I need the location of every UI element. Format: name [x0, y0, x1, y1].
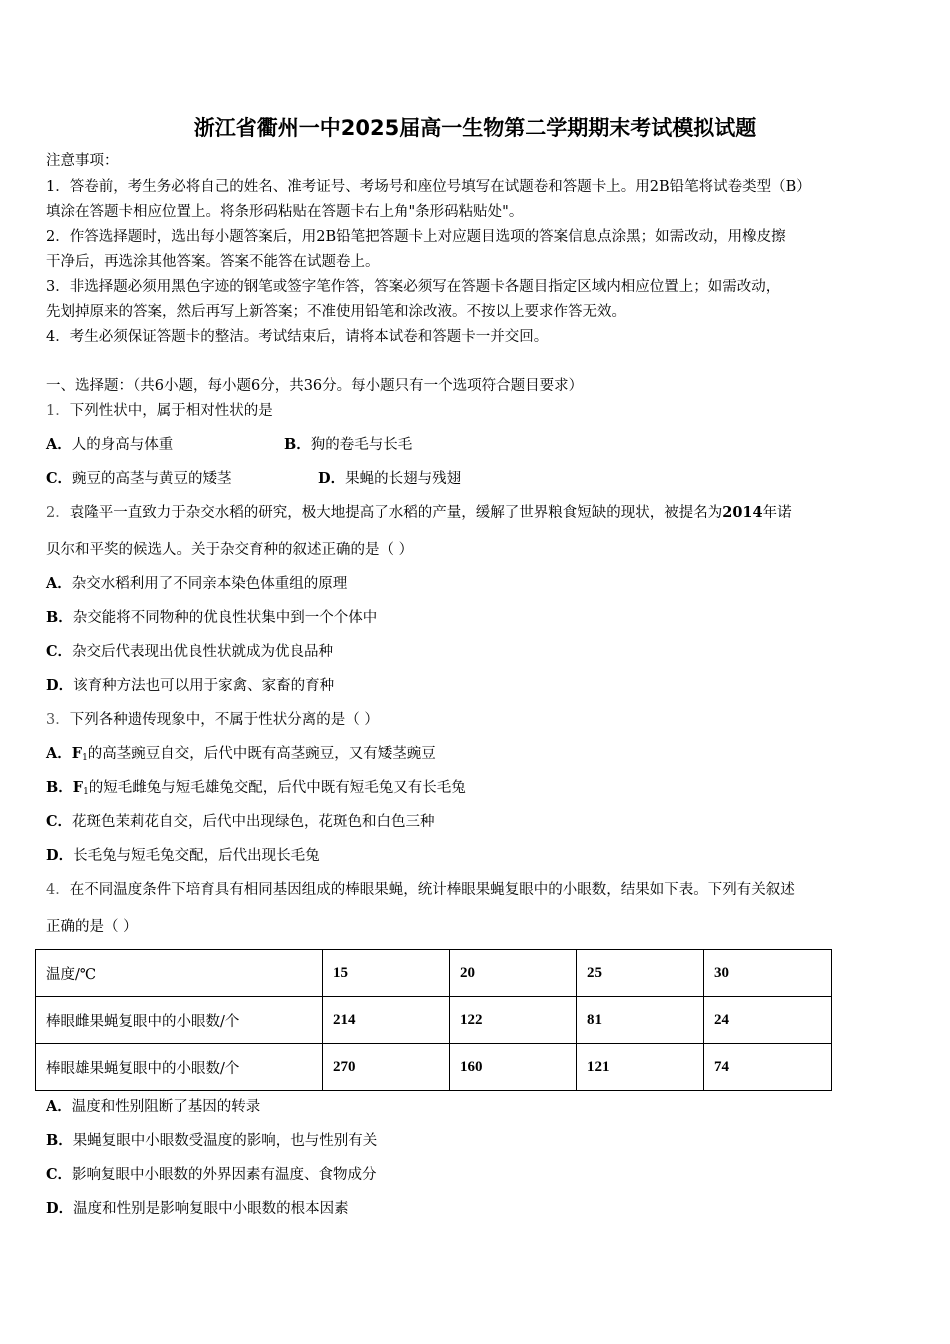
table-cell: 15 [323, 950, 450, 997]
page-title: 浙江省衢州一中2025届高一生物第二学期期末考试模拟试题 [193, 116, 757, 140]
option-label: C． [46, 813, 73, 830]
option-label: D． [46, 677, 74, 694]
question-text: 下列各种遗传现象中，不属于性状分离的是（ ） [69, 712, 379, 728]
option-text: 花斑色茉莉花自交，后代中出现绿色，花斑色和白色三种 [72, 814, 435, 830]
table-cell: 270 [323, 1044, 450, 1091]
question-text: 在不同温度条件下培育具有相同基因组成的棒眼果蝇，统计棒眼果蝇复眼中的小眼数，结果如下表。下列有关叙述 [69, 882, 795, 898]
option-label: B． [46, 779, 73, 796]
option-label: D． [46, 847, 74, 864]
table-cell: 160 [450, 1044, 577, 1091]
question-4-stem-cont: 正确的是（ ） [46, 919, 138, 935]
table-cell: 74 [704, 1044, 832, 1091]
table-cell: 20 [450, 950, 577, 997]
question-2-option-a [46, 574, 347, 594]
option-text: 杂交能将不同物种的优良性状集中到一个个体中 [72, 610, 378, 626]
question-text: 年诺 [762, 505, 792, 521]
section-heading: 一、选择题：（共6小题，每小题6分，共36分。每小题只有一个选项符合题目要求） [46, 378, 584, 394]
question-3-option-b [46, 778, 466, 802]
table-cell-label: 温度/℃ [36, 950, 323, 997]
question-2-option-c [46, 642, 333, 662]
notice-line: 3．非选择题必须用黑色字迹的钢笔或签字笔作答，答案必须写在答题卡各题目指定区域内相应位置上；如需改动， [46, 279, 781, 295]
table-row [36, 950, 832, 997]
question-1-stem [46, 401, 273, 421]
question-2-option-d [46, 676, 334, 696]
question-number: 1． [46, 403, 70, 419]
option-text: 杂交后代表现出优良性状就成为优良品种 [72, 644, 334, 660]
question-4-option-d [46, 1199, 349, 1219]
table-cell: 24 [704, 997, 832, 1044]
option-text: 长毛兔与短毛兔交配，后代出现长毛兔 [73, 848, 320, 864]
question-4-option-c [46, 1165, 377, 1185]
table-row [36, 1044, 832, 1091]
option-text: 豌豆的高茎与黄豆的矮茎 [72, 471, 232, 487]
table-cell: 81 [577, 997, 704, 1044]
option-label: A． [46, 745, 72, 762]
question-3-stem [46, 710, 379, 730]
table-row [36, 997, 832, 1044]
option-text: 狗的卷毛与长毛 [310, 437, 413, 453]
table-cell: 214 [323, 997, 450, 1044]
question-2-option-b [46, 608, 377, 628]
question-number: 4． [46, 882, 70, 898]
notice-line: 干净后，再选涂其他答案。答案不能答在试题卷上。 [46, 254, 380, 270]
table-cell: 30 [704, 950, 832, 997]
table-cell-label: 棒眼雌果蝇复眼中的小眼数/个 [36, 997, 323, 1044]
option-label: A． [46, 436, 72, 453]
question-4-stem [46, 880, 795, 900]
option-text: 人的身高与体重 [71, 437, 174, 453]
option-label: C． [46, 1166, 73, 1183]
year: 2014 [722, 504, 763, 521]
option-text: 温度和性别阻断了基因的转录 [71, 1099, 261, 1115]
option-label: C． [46, 643, 73, 660]
generation-symbol: F [71, 745, 83, 762]
table-cell: 122 [450, 997, 577, 1044]
question-number: 3． [46, 712, 70, 728]
generation-subscript: 1 [82, 753, 88, 763]
question-3-option-c [46, 812, 435, 832]
notice-line: 4．考生必须保证答题卡的整洁。考试结束后，请将本试卷和答题卡一并交回。 [46, 329, 549, 345]
option-text: 的高茎豌豆自交，后代中既有高茎豌豆，又有矮茎豌豆 [87, 746, 436, 762]
notice-line: 1．答卷前，考生务必将自己的姓名、准考证号、考场号和座位号填写在试题卷和答题卡上。用2B铅笔将试卷类型（B） [46, 179, 811, 195]
option-text: 杂交水稻利用了不同亲本染色体重组的原理 [71, 576, 348, 592]
table-cell-label: 棒眼雄果蝇复眼中的小眼数/个 [36, 1044, 323, 1091]
question-1-option-a [46, 435, 173, 455]
question-number: 2． [46, 505, 70, 521]
notice-heading: 注意事项： [46, 153, 119, 169]
option-label: B． [46, 609, 73, 626]
option-label: D． [318, 470, 346, 487]
question-1-option-c [46, 469, 232, 489]
question-2-stem-cont: 贝尔和平奖的候选人。关于杂交育种的叙述正确的是（ ） [46, 542, 414, 558]
question-1-option-b [284, 435, 412, 455]
option-label: D． [46, 1200, 74, 1217]
question-text: 下列性状中，属于相对性状的是 [69, 403, 273, 419]
option-label: B． [284, 436, 311, 453]
notice-line: 填涂在答题卡相应位置上。将条形码粘贴在答题卡右上角"条形码粘贴处"。 [46, 204, 524, 220]
question-text: 袁隆平一直致力于杂交水稻的研究，极大地提高了水稻的产量，缓解了世界粮食短缺的现状，被提名为 [69, 505, 723, 521]
option-text: 果蝇复眼中小眼数受温度的影响，也与性别有关 [72, 1133, 378, 1149]
generation-subscript: 1 [83, 787, 89, 797]
notice-line: 2．作答选择题时，选出每小题答案后，用2B铅笔把答题卡上对应题目选项的答案信息点涂黑；如需改动，用橡皮擦 [46, 229, 786, 245]
option-text: 该育种方法也可以用于家禽、家畜的育种 [73, 678, 335, 694]
option-text: 果蝇的长翅与残翅 [345, 471, 462, 487]
question-3-option-d [46, 846, 320, 866]
option-label: B． [46, 1132, 73, 1149]
option-label: C． [46, 470, 73, 487]
option-text: 温度和性别是影响复眼中小眼数的根本因素 [73, 1201, 349, 1217]
question-4-option-b [46, 1131, 377, 1151]
option-label: A． [46, 575, 72, 592]
question-1-option-d [318, 469, 461, 489]
question-2-stem [46, 503, 792, 523]
generation-symbol: F [72, 779, 84, 796]
question-4-option-a [46, 1097, 260, 1117]
data-table [35, 949, 832, 1091]
question-3-option-a [46, 744, 436, 768]
option-text: 的短毛雌兔与短毛雄兔交配，后代中既有短毛兔又有长毛兔 [88, 780, 466, 796]
table-cell: 121 [577, 1044, 704, 1091]
option-text: 影响复眼中小眼数的外界因素有温度、食物成分 [72, 1167, 377, 1183]
option-label: A． [46, 1098, 72, 1115]
notice-line: 先划掉原来的答案，然后再写上新答案；不准使用铅笔和涂改液。不按以上要求作答无效。 [46, 304, 626, 320]
table-cell: 25 [577, 950, 704, 997]
